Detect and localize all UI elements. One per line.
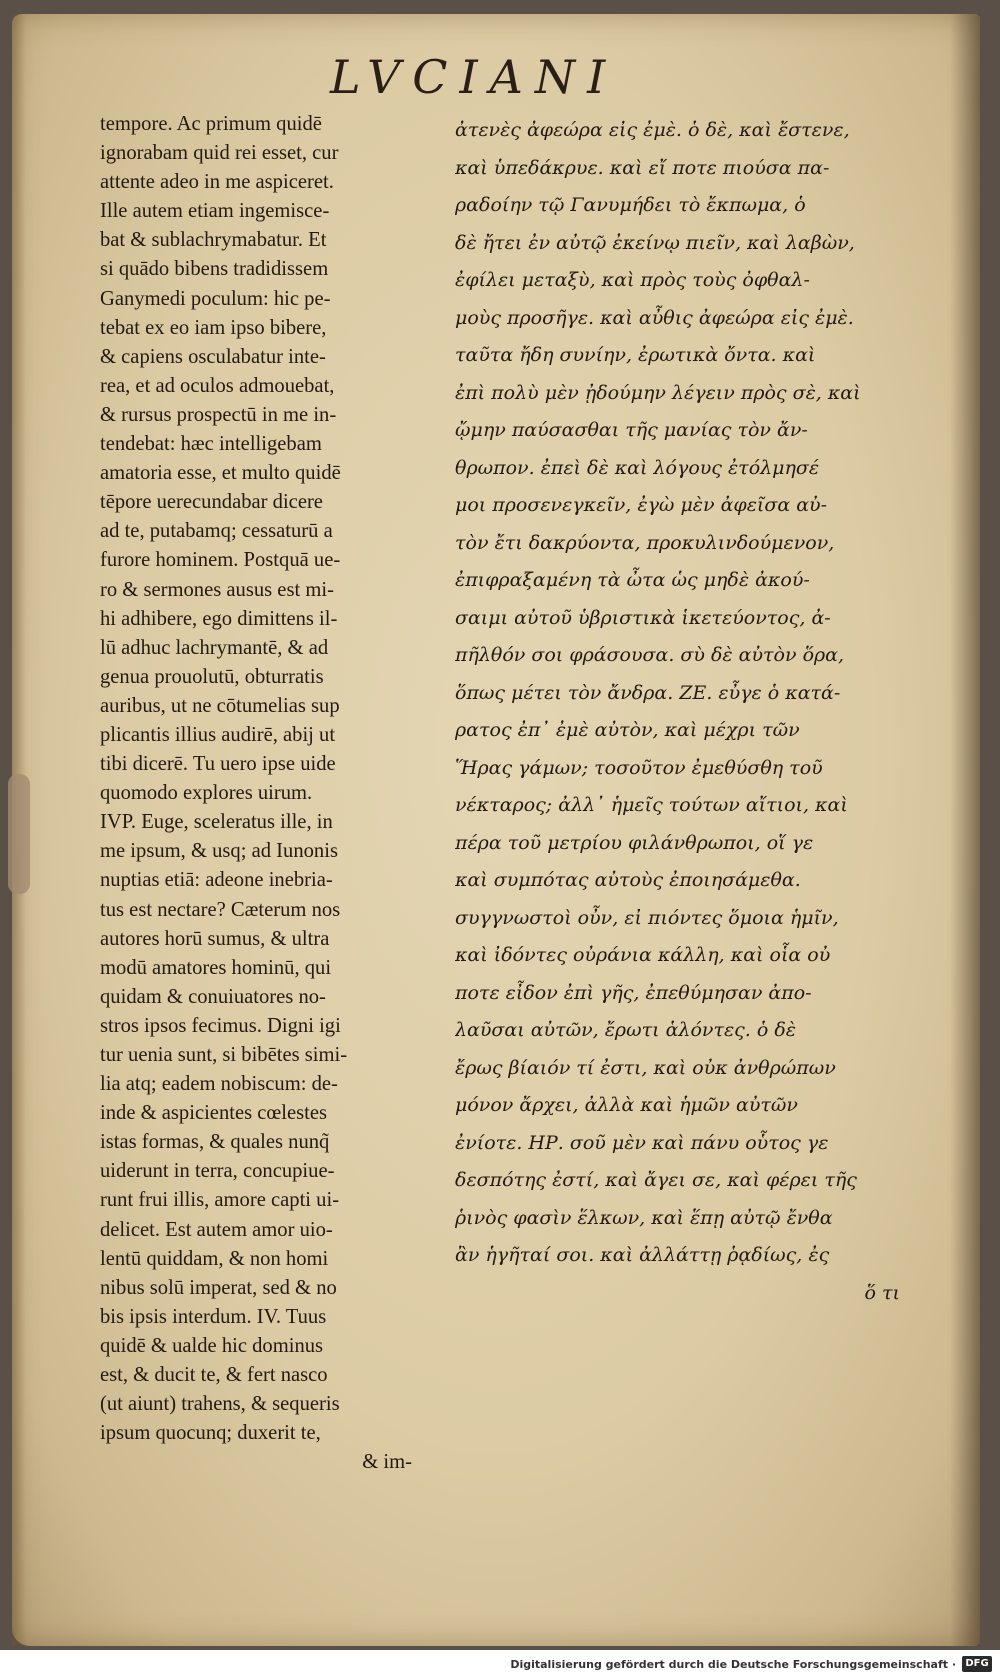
latin-text-line: plicantis illius audirē, abij ut: [100, 723, 336, 746]
latin-text-line: modū amatores hominū, qui: [100, 956, 332, 979]
latin-text-line: & capiens osculabatur inte-: [100, 345, 326, 368]
latin-text-line: Ganymedi poculum: hic pe-: [100, 287, 331, 310]
latin-text-line: delicet. Est autem amor uio-: [100, 1218, 333, 1241]
latin-text-line: istas formas, & quales nunq̃: [100, 1131, 330, 1154]
greek-text-line: νέκταρος; ἀλλ᾽ ἡμεῖς τούτων αἴτιοι, καὶ: [455, 794, 848, 816]
running-head: LVCIANI: [330, 50, 618, 104]
latin-text-line: stros ipsos fecimus. Digni igi: [100, 1014, 341, 1037]
greek-text-line: καὶ συμπότας αὐτοὺς ἐποιησάμεθα.: [455, 869, 801, 891]
latin-text-line: autores horū sumus, & ultra: [100, 927, 330, 950]
latin-text-line: si quādo bibens tradidissem: [100, 258, 329, 281]
latin-text-line: ro & sermones ausus est mi-: [100, 578, 334, 601]
latin-text-line: genua prouolutū, obturratis: [100, 665, 324, 688]
greek-text-line: μοι προσενεγκεῖν, ἐγὼ μὲν ἀφεῖσα αὐ-: [455, 494, 828, 516]
latin-text-line: amatoria esse, et multo quidē: [100, 462, 341, 485]
latin-text-line: lū adhuc lachrymantē, & ad: [100, 636, 329, 659]
latin-text-line: uiderunt in terra, concupiue-: [100, 1160, 335, 1183]
latin-text-line: bat & sublachrymabatur. Et: [100, 229, 327, 252]
latin-text-line: quidē & ualde hic dominus: [100, 1334, 324, 1357]
latin-text-line: tempore. Ac primum quidē: [100, 113, 322, 135]
greek-text-line: καὶ ὑπεδάκρυε. καὶ εἴ ποτε πιούσα πα-: [455, 156, 830, 179]
greek-text-line: ποτε εἶδον ἐπὶ γῆς, ἐπεθύμησαν ἀπο-: [455, 981, 812, 1004]
latin-text-line: furore hominem. Postquā ue-: [100, 549, 341, 572]
greek-text-line: δεσπότης ἐστί, καὶ ἄγει σε, καὶ φέρει τῆς: [455, 1169, 857, 1191]
greek-text-line: μόνον ἄρχει, ἀλλὰ καὶ ἡμῶν αὐτῶν: [455, 1094, 798, 1116]
greek-text-line: Ἥρας γάμων; τοσοῦτον ἐμεθύσθη τοῦ: [455, 756, 823, 779]
footer-credit: Digitalisierung gefördert durch die Deutsche Forschungsgemeinschaft ·: [510, 1658, 956, 1671]
spine-shadow: [950, 14, 980, 1646]
greek-text-line: ἀτενὲς ἀφεώρα εἰς ἐμὲ. ὁ δὲ, καὶ ἔστενε,: [455, 119, 850, 141]
greek-text-line: ᾤμην παύσασθαι τῆς μανίας τὸν ἄν-: [455, 419, 808, 441]
greek-text-line: ῥινὸς φασὶν ἕλκων, καὶ ἕπῃ αὐτῷ ἔνθα: [455, 1206, 833, 1229]
greek-text-line: ἐπὶ πολὺ μὲν ᾐδούμην λέγειν πρὸς σὲ, καὶ: [455, 381, 861, 404]
latin-text-line: bis ipsis interdum. IV. Tuus: [100, 1305, 327, 1328]
greek-text-line: ταῦτα ἤδη συνίην, ἐρωτικὰ ὄντα. καὶ: [455, 344, 816, 366]
latin-text-line: (ut aiunt) trahens, & sequeris: [100, 1393, 340, 1416]
greek-text-line: ἐπιφραξαμένη τὰ ὦτα ὡς μηδὲ ἀκού-: [455, 569, 810, 591]
latin-text-line: runt frui illis, amore capti ui-: [100, 1189, 340, 1212]
latin-text-line: tendebat: hæc intelligebam: [100, 433, 322, 456]
latin-column: [100, 110, 440, 1477]
dfg-logo: DFG: [962, 1656, 992, 1672]
greek-text-line: δὲ ἤτει ἐν αὐτῷ ἐκείνῳ πιεῖν, καὶ λαβὼν,: [455, 231, 855, 254]
latin-text-line: inde & aspicientes cœlestes: [100, 1102, 328, 1125]
latin-text-line: tibi dicerē. Tu uero ipse uide: [100, 753, 336, 776]
page-edge-tab: [8, 774, 30, 894]
greek-text-line: λαῦσαι αὐτῶν, ἔρωτι ἁλόντες. ὁ δὲ: [455, 1019, 796, 1041]
greek-text-line: ἂν ἡγῆταί σοι. καὶ ἀλλάττῃ ῥᾳδίως, ἐς: [455, 1244, 830, 1266]
greek-text-line: μοὺς προσῆγε. καὶ αὖθις ἀφεώρα εἰς ἐμὲ.: [455, 306, 854, 329]
latin-text-line: attente adeo in me aspiceret.: [100, 171, 334, 194]
latin-text-line: me ipsum, & usq; ad Iunonis: [100, 840, 338, 863]
latin-text-line: ad te, putabamq; cessaturū a: [100, 520, 333, 543]
latin-text-line: & rursus prospectū in me in-: [100, 403, 337, 426]
latin-text-line: quomodo explores uirum.: [100, 782, 313, 805]
greek-text-line: πέρα τοῦ μετρίου φιλάνθρωποι, οἵ γε: [455, 831, 814, 854]
latin-text-line: ipsum quocunq; duxerit te,: [100, 1422, 321, 1445]
latin-text-line: tus est nectare? Cæterum nos: [100, 898, 341, 921]
latin-text-line: quidam & conuiuatores no-: [100, 985, 326, 1008]
latin-text-line: lentū quiddam, & non homi: [100, 1247, 329, 1270]
latin-text-line: tur uenia sunt, si bibētes simi-: [100, 1044, 348, 1066]
greek-text-line: ἐνίοτε. ΗΡ. σοῦ μὲν καὶ πάνυ οὗτος γε: [455, 1131, 829, 1154]
latin-text-line: lia atq; eadem nobiscum: de-: [100, 1073, 338, 1096]
latin-text-line: est, & ducit te, & fert nasco: [100, 1364, 328, 1387]
latin-text-line: tebat ex eo iam ipso bibere,: [100, 316, 327, 339]
latin-text-line: tēpore uerecundabar dicere: [100, 491, 323, 514]
greek-text-line: τὸν ἔτι δακρύοντα, προκυλινδούμενον,: [455, 531, 835, 554]
latin-text-line: rea, et ad oculos admouebat,: [100, 374, 335, 397]
greek-text-line: καὶ ἰδόντες οὐράνια κάλλη, καὶ οἷα οὐ: [455, 944, 831, 966]
greek-text-line: θρωπον. ἐπεὶ δὲ καὶ λόγους ἐτόλμησέ: [455, 456, 820, 479]
latin-text-line: auribus, ut ne cōtumelias sup: [100, 694, 340, 717]
latin-text-line: nuptias etiā: adeone inebria-: [100, 869, 333, 892]
greek-column: [455, 112, 910, 1312]
latin-text-line: Ille autem etiam ingemisce-: [100, 200, 330, 223]
greek-text-line: ρατος ἐπ᾽ ἐμὲ αὐτὸν, καὶ μέχρι τῶν: [455, 719, 800, 741]
greek-text-line: συγγνωστοὶ οὖν, εἰ πιόντες ὅμοια ἡμῖν,: [455, 906, 839, 929]
latin-text-line: & im-: [362, 1451, 412, 1474]
latin-text-line: ignorabam quid rei esset, cur: [100, 142, 339, 165]
greek-text-line: πῆλθόν σοι φράσουσα. σὺ δὲ αὐτὸν ὅρα,: [455, 644, 845, 666]
latin-text-line: IVP. Euge, sceleratus ille, in: [100, 811, 333, 834]
greek-text-line: ὅπως μέτει τὸν ἄνδρα. ΖΕ. εὖγε ὁ κατά-: [455, 681, 841, 704]
greek-text-line: ἐφίλει μεταξὺ, καὶ πρὸς τοὺς ὀφθαλ-: [455, 269, 810, 291]
latin-text-line: nibus solū imperat, sed & no: [100, 1276, 337, 1299]
greek-text-line: ραδοίην τῷ Γανυμήδει τὸ ἔκπωμα, ὁ: [455, 194, 806, 216]
greek-text-line: ὅ τι: [864, 1281, 900, 1304]
greek-text-line: σαιμι αὐτοῦ ὑβριστικὰ ἱκετεύοντος, ἀ-: [455, 606, 831, 629]
greek-text-line: ἔρως βίαιόν τί ἐστι, καὶ οὐκ ἀνθρώπων: [455, 1056, 836, 1079]
latin-text-line: hi adhibere, ego dimittens il-: [100, 607, 338, 630]
